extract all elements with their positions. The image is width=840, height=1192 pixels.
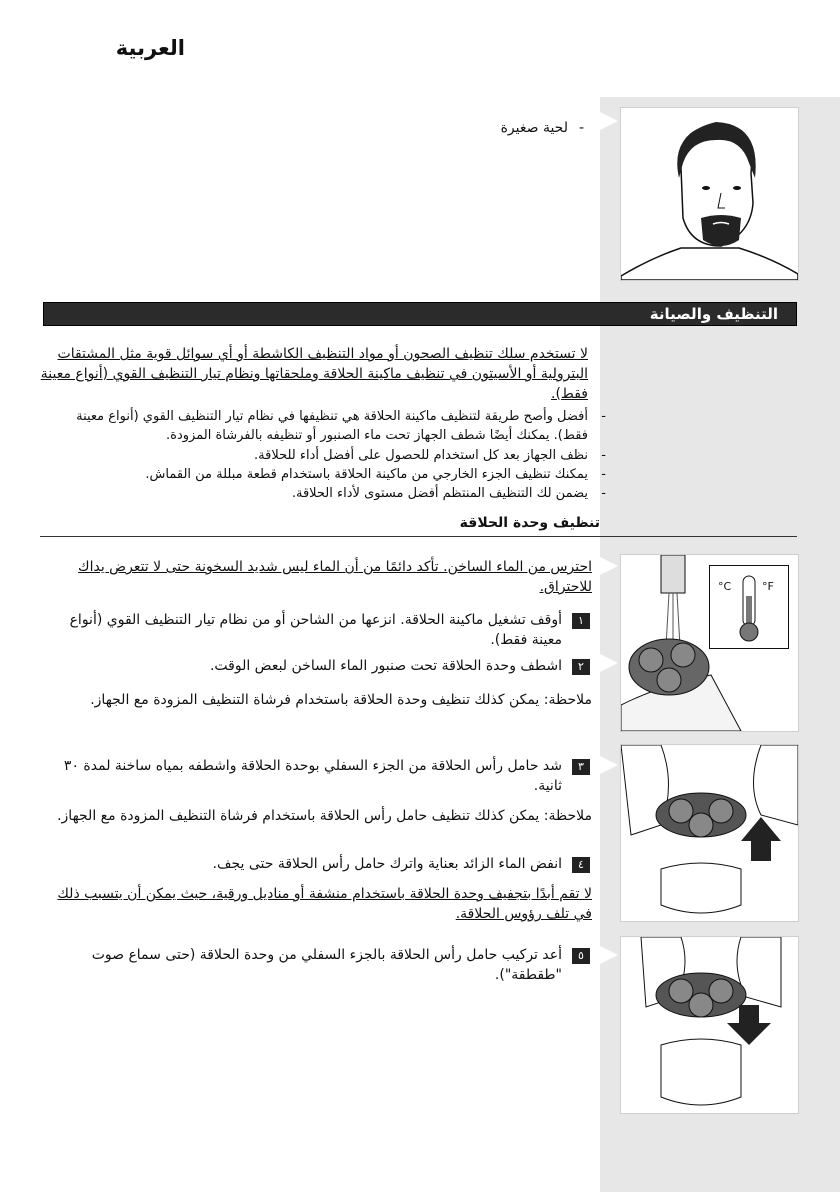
bullet-item: - يضمن لك التنظيف المنتظم أفضل مستوى لأداء الحلاقة. (291, 486, 606, 501)
step-number: ٥ (572, 948, 590, 964)
warning-text: لا تستخدم سلك تنظيف الصحون أو مواد التنظيف الكاشطة أو أي سوائل قوية مثل المشتقات البترولية أو الأسيتون في تنظيف ماكينة الحلاقة وملحقاتها ونظام تيار التنظيف القوي (أنواع معينة فقط). (40, 346, 588, 402)
reattach-holder-illustration (620, 936, 799, 1114)
bullet-text: أفضل وأصح طريقة لتنظيف ماكينة الحلاقة هي تنظيفها في نظام تيار التنظيف القوي (أنواع معينة فقط). يمكنك أيضًا شطف الجهاز تحت ماء الصنبور أو تنظيفه بالفرشاة المزودة. (76, 409, 588, 443)
beard-illustration (620, 107, 799, 281)
rinse-illustration (620, 554, 799, 732)
remove-holder-illustration (620, 744, 799, 922)
language-title: العربية (115, 36, 185, 60)
bullet-text: يضمن لك التنظيف المنتظم أفضل مستوى لأداء الحلاقة. (291, 486, 588, 501)
section-title: التنظيف والصيانة (43, 302, 797, 326)
intro-dash: - (578, 120, 584, 136)
pointer-arrow (600, 557, 618, 575)
bullet-text: يمكنك تنظيف الجزء الخارجي من ماكينة الحلاقة باستخدام قطعة مبللة من القماش. (145, 467, 588, 482)
celsius-label: °C (718, 580, 732, 593)
step-text: شد حامل رأس الحلاقة من الجزء السفلي بوحدة الحلاقة واشطفه بمياه ساخنة لمدة ٣٠ ثانية. (63, 758, 562, 794)
thermometer-icon (709, 565, 789, 649)
bullet-item: - يمكنك تنظيف الجزء الخارجي من ماكينة الحلاقة باستخدام قطعة مبللة من القماش. (145, 467, 606, 482)
fahrenheit-label: °F (762, 580, 774, 593)
hot-water-caution: احترس من الماء الساخن. تأكد دائمًا من أن الماء ليس شديد السخونة حتى لا تتعرض يداك للاحتراق. (78, 559, 592, 595)
subsection-title: تنظيف وحدة الحلاقة (459, 515, 600, 531)
step-text: اشطف وحدة الحلاقة تحت صنبور الماء الساخن لبعض الوقت. (209, 658, 562, 674)
bullet-text: نظف الجهاز بعد كل استخدام للحصول على أفضل أداء للحلاقة. (254, 448, 588, 463)
bullet-item: - نظف الجهاز بعد كل استخدام للحصول على أفضل أداء للحلاقة. (254, 448, 606, 463)
pointer-arrow (600, 946, 618, 964)
step-text: انفض الماء الزائد بعناية واترك حامل رأس الحلاقة حتى يجف. (212, 856, 562, 872)
subsection-divider (40, 536, 797, 537)
step-number: ١ (572, 613, 590, 629)
intro-item (300, 118, 568, 138)
step-number: ٣ (572, 759, 590, 775)
step-text: أوقف تشغيل ماكينة الحلاقة. انزعها من الشاحن أو من نظام تيار التنظيف القوي (أنواع معينة فقط). (69, 612, 562, 648)
step-number: ٢ (572, 659, 590, 675)
note-text: ملاحظة: يمكن كذلك تنظيف حامل رأس الحلاقة باستخدام فرشاة التنظيف المزودة مع الجهاز. (57, 808, 592, 824)
intro-item-text: لحية صغيرة (500, 120, 568, 136)
pointer-arrow (600, 112, 618, 130)
pointer-arrow (600, 756, 618, 774)
pointer-arrow (600, 654, 618, 672)
step-text: أعد تركيب حامل رأس الحلاقة بالجزء السفلي من وحدة الحلاقة (حتى سماع صوت "طقطقة"). (91, 947, 562, 983)
note-text: ملاحظة: يمكن كذلك تنظيف وحدة الحلاقة باستخدام فرشاة التنظيف المزودة مع الجهاز. (90, 692, 592, 708)
drying-warning: لا تقم أبدًا بتجفيف وحدة الحلاقة باستخدام منشفة أو مناديل ورقية، حيث يمكن أن يتسبب ذلك في تلف رؤوس الحلاقة. (57, 886, 592, 922)
bullet-item: - أفضل وأصح طريقة لتنظيف ماكينة الحلاقة هي تنظيفها في نظام تيار التنظيف القوي (أنواع معينة فقط). يمكنك أيضًا شطف الجهاز تحت ماء الصنبور أو تنظيفه بالفرشاة المزودة. (76, 409, 606, 443)
step-number: ٤ (572, 857, 590, 873)
